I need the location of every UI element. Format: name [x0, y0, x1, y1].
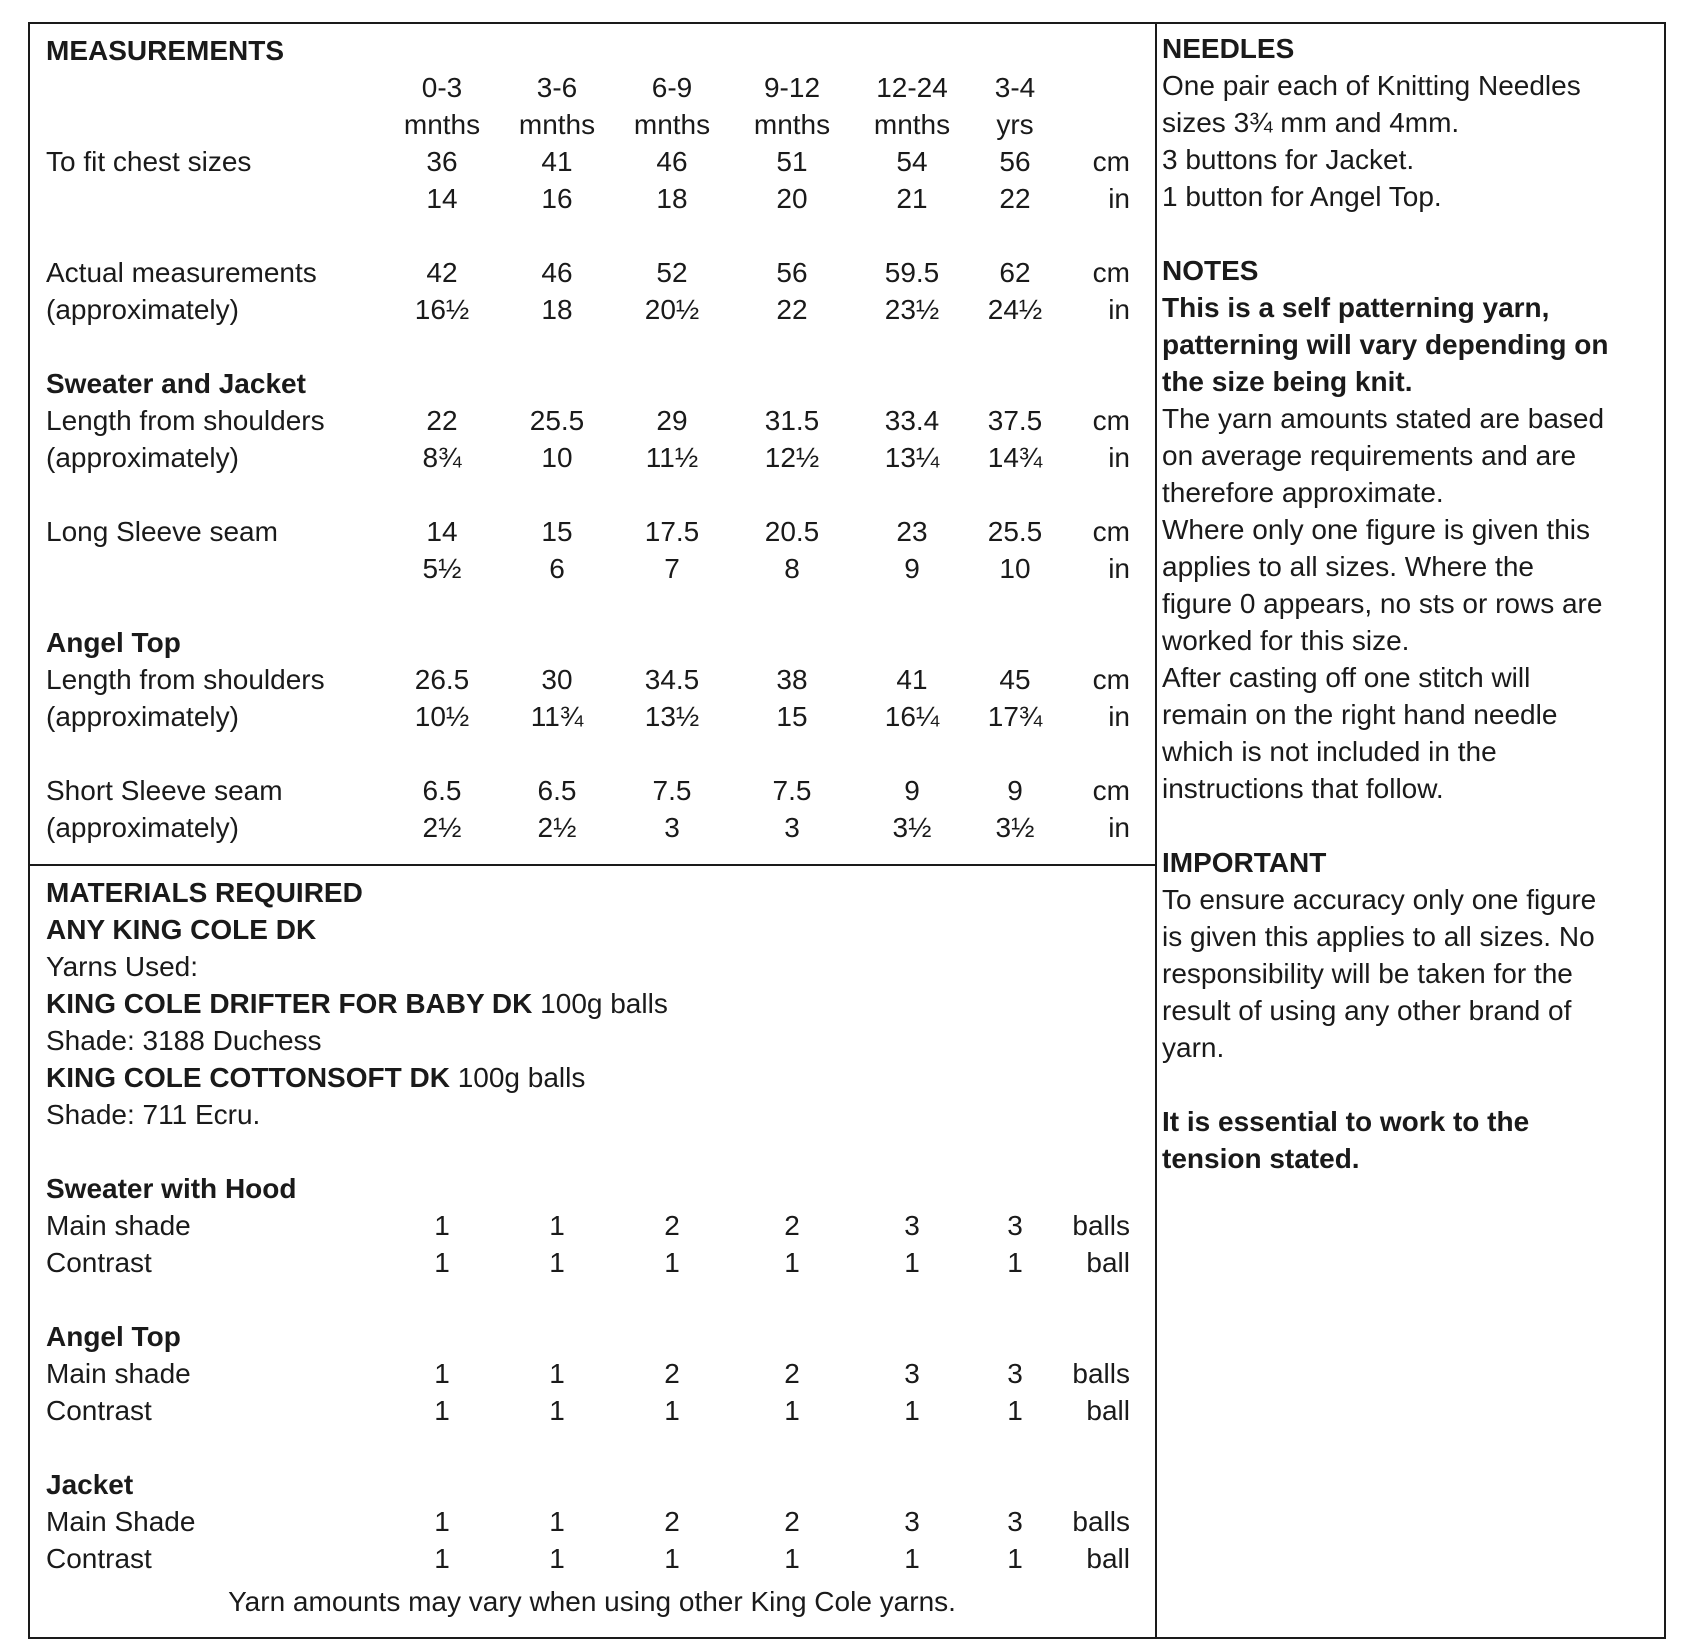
value-cm: 36 [426, 146, 458, 177]
ball-count: 1 [784, 1247, 800, 1278]
notes-line: instructions that follow. [1162, 773, 1444, 804]
size-unit: mnths [403, 109, 481, 140]
yarn1-line [46, 985, 668, 1022]
notes-line: Where only one figure is given this [1162, 514, 1590, 545]
row-label: (approximately) [46, 812, 239, 843]
value-cm: 33.4 [884, 405, 940, 436]
ball-count: 3 [904, 1210, 920, 1241]
yarn1-shade: Shade: 3188 Duchess [46, 1025, 322, 1056]
unit-in: in [1108, 294, 1130, 325]
notes-bold-line: patterning will vary depending on [1162, 329, 1609, 360]
value-cm: 6.5 [537, 775, 577, 806]
value-cm: 29 [656, 405, 688, 436]
notes-bold-line: the size being knit. [1162, 366, 1413, 397]
tension-line: It is essential to work to the [1162, 1106, 1530, 1137]
value-cm: 56 [999, 146, 1031, 177]
right-column [1162, 30, 1662, 1177]
row-label: Length from shoulders [46, 664, 325, 695]
size-unit: mnths [753, 109, 831, 140]
value-in: 22 [999, 183, 1031, 214]
value-in: 24½ [987, 294, 1043, 325]
row-label: (approximately) [46, 442, 239, 473]
value-in: 20½ [644, 294, 700, 325]
size-unit: mnths [873, 109, 951, 140]
value-cm: 56 [776, 257, 808, 288]
row-label: To fit chest sizes [46, 146, 252, 177]
size-range: 0-3 [421, 72, 463, 103]
ball-count: 1 [664, 1247, 680, 1278]
size-range: 12-24 [876, 72, 948, 103]
value-in: 10½ [414, 701, 470, 732]
materials-heading: MATERIALS REQUIRED [46, 877, 363, 908]
value-in: 8¾ [422, 442, 462, 473]
ball-count: 1 [434, 1358, 450, 1389]
notes-line: After casting off one stitch will [1162, 662, 1531, 693]
yarn2-name: KING COLE COTTONSOFT DK [46, 1062, 450, 1093]
column-divider [1155, 22, 1157, 1639]
value-cm: 62 [999, 257, 1031, 288]
notes-line: applies to all sizes. Where the [1162, 551, 1534, 582]
ball-count: 1 [904, 1395, 920, 1426]
row-label: Main shade [46, 1210, 191, 1241]
group-heading: Angel Top [46, 1321, 181, 1352]
yarn2-unit: 100g balls [449, 1062, 586, 1093]
value-cm: 25.5 [987, 516, 1043, 547]
unit-in: in [1108, 183, 1130, 214]
value-in: 16 [541, 183, 573, 214]
ball-count: 1 [1007, 1395, 1023, 1426]
row-label: Length from shoulders [46, 405, 325, 436]
needles-heading: NEEDLES [1162, 33, 1295, 64]
value-cm: 25.5 [529, 405, 585, 436]
ball-count: 1 [1007, 1247, 1023, 1278]
value-in: 22 [776, 294, 808, 325]
section-divider [28, 864, 1156, 866]
value-cm: 30 [541, 664, 573, 695]
notes-bold-line: This is a self patterning yarn, [1162, 292, 1550, 323]
unit-cm: cm [1092, 775, 1130, 806]
ball-count: 2 [784, 1358, 800, 1389]
value-in: 6 [549, 553, 565, 584]
value-cm: 59.5 [884, 257, 940, 288]
value-cm: 31.5 [764, 405, 820, 436]
ball-count: 1 [664, 1543, 680, 1574]
value-cm: 54 [896, 146, 928, 177]
ball-count: 2 [664, 1210, 680, 1241]
value-cm: 14 [426, 516, 458, 547]
row-label: Main shade [46, 1358, 191, 1389]
notes-line: which is not included in the [1162, 736, 1497, 767]
value-cm: 20.5 [764, 516, 820, 547]
ball-unit: balls [1072, 1358, 1130, 1389]
unit-in: in [1108, 553, 1130, 584]
ball-count: 1 [434, 1543, 450, 1574]
value-in: 16¼ [884, 701, 940, 732]
unit-cm: cm [1092, 664, 1130, 695]
unit-cm: cm [1092, 146, 1130, 177]
value-cm: 26.5 [414, 664, 470, 695]
yarns-used-label: Yarns Used: [46, 951, 198, 982]
unit-cm: cm [1092, 257, 1130, 288]
ball-count: 1 [549, 1358, 565, 1389]
ball-count: 1 [784, 1395, 800, 1426]
value-in: 11¾ [530, 701, 584, 732]
value-cm: 45 [999, 664, 1031, 695]
section-subheading: Sweater and Jacket [46, 368, 306, 399]
row-label: Long Sleeve seam [46, 516, 278, 547]
unit-in: in [1108, 812, 1130, 843]
ball-unit: balls [1072, 1506, 1130, 1537]
size-unit: mnths [518, 109, 596, 140]
value-in: 7 [664, 553, 680, 584]
group-heading: Jacket [46, 1469, 134, 1500]
notes-line: therefore approximate. [1162, 477, 1444, 508]
ball-count: 3 [1007, 1210, 1023, 1241]
size-range: 9-12 [763, 72, 821, 103]
row-label: Contrast [46, 1395, 152, 1426]
important-line: is given this applies to all sizes. No [1162, 921, 1595, 952]
value-cm: 37.5 [987, 405, 1043, 436]
value-cm: 52 [656, 257, 688, 288]
value-in: 18 [656, 183, 688, 214]
materials-subheading: ANY KING COLE DK [46, 914, 317, 945]
value-in: 5½ [422, 553, 462, 584]
ball-count: 1 [784, 1543, 800, 1574]
value-in: 23½ [884, 294, 940, 325]
unit-in: in [1108, 701, 1130, 732]
value-in: 10 [541, 442, 573, 473]
ball-count: 1 [434, 1395, 450, 1426]
value-in: 21 [896, 183, 928, 214]
size-range: 3-6 [536, 72, 578, 103]
yarn1-name: KING COLE DRIFTER FOR BABY DK [46, 988, 533, 1019]
ball-unit: balls [1072, 1210, 1130, 1241]
value-cm: 7.5 [772, 775, 812, 806]
value-in: 17¾ [987, 701, 1043, 732]
value-cm: 41 [896, 664, 928, 695]
value-in: 16½ [414, 294, 470, 325]
ball-count: 1 [549, 1506, 565, 1537]
ball-count: 3 [1007, 1506, 1023, 1537]
size-range: 3-4 [994, 72, 1036, 103]
value-cm: 38 [776, 664, 808, 695]
value-cm: 46 [656, 146, 688, 177]
ball-unit: ball [1086, 1543, 1130, 1574]
section-subheading: Angel Top [46, 627, 181, 658]
value-in: 14¾ [987, 442, 1043, 473]
unit-in: in [1108, 442, 1130, 473]
value-in: 3½ [892, 812, 932, 843]
yarn2-line [46, 1059, 585, 1096]
spacer [1162, 215, 1662, 252]
group-heading: Sweater with Hood [46, 1173, 297, 1204]
notes-line: on average requirements and are [1162, 440, 1577, 471]
ball-count: 3 [904, 1506, 920, 1537]
ball-count: 1 [1007, 1543, 1023, 1574]
row-label: (approximately) [46, 294, 239, 325]
ball-count: 1 [434, 1506, 450, 1537]
notes-line: worked for this size. [1162, 625, 1410, 656]
value-in: 13½ [644, 701, 700, 732]
value-cm: 34.5 [644, 664, 700, 695]
ball-count: 3 [904, 1358, 920, 1389]
important-line: result of using any other brand of [1162, 995, 1572, 1026]
value-cm: 41 [541, 146, 573, 177]
important-line: responsibility will be taken for the [1162, 958, 1573, 989]
ball-count: 1 [549, 1543, 565, 1574]
notes-line: The yarn amounts stated are based [1162, 403, 1605, 434]
value-in: 14 [426, 183, 458, 214]
important-line: yarn. [1162, 1032, 1225, 1063]
needles-line: One pair each of Knitting Needles [1162, 70, 1581, 101]
needles-line: sizes 3¾ mm and 4mm. [1162, 107, 1460, 138]
value-cm: 22 [426, 405, 458, 436]
row-label: Contrast [46, 1247, 152, 1278]
ball-count: 1 [434, 1210, 450, 1241]
value-cm: 7.5 [652, 775, 692, 806]
needles-line: 1 button for Angel Top. [1162, 181, 1442, 212]
value-in: 18 [541, 294, 573, 325]
ball-count: 1 [664, 1395, 680, 1426]
value-cm: 51 [776, 146, 808, 177]
ball-count: 2 [664, 1506, 680, 1537]
value-in: 11½ [645, 442, 699, 473]
yarn2-shade: Shade: 711 Ecru. [46, 1099, 261, 1130]
spacer [1162, 1066, 1662, 1103]
row-label: (approximately) [46, 701, 239, 732]
ball-count: 2 [784, 1210, 800, 1241]
value-in: 20 [776, 183, 808, 214]
needles-line: 3 buttons for Jacket. [1162, 144, 1415, 175]
row-label: Contrast [46, 1543, 152, 1574]
spacer [1162, 807, 1662, 844]
ball-count: 3 [1007, 1358, 1023, 1389]
value-in: 13¼ [884, 442, 940, 473]
notes-line: figure 0 appears, no sts or rows are [1162, 588, 1603, 619]
row-label: Short Sleeve seam [46, 775, 283, 806]
value-in: 15 [776, 701, 808, 732]
row-label: Main Shade [46, 1506, 196, 1537]
value-in: 9 [904, 553, 920, 584]
ball-count: 1 [549, 1247, 565, 1278]
important-line: To ensure accuracy only one figure [1162, 884, 1597, 915]
size-range: 6-9 [651, 72, 693, 103]
yarn1-unit: 100g balls [532, 988, 668, 1019]
ball-count: 2 [784, 1506, 800, 1537]
unit-cm: cm [1092, 516, 1130, 547]
important-heading: IMPORTANT [1162, 847, 1327, 878]
value-in: 2½ [422, 812, 462, 843]
size-unit: mnths [633, 109, 711, 140]
ball-count: 2 [664, 1358, 680, 1389]
tension-line: tension stated. [1162, 1143, 1360, 1174]
notes-heading: NOTES [1162, 255, 1259, 286]
ball-count: 1 [549, 1395, 565, 1426]
footer-note: Yarn amounts may vary when using other King Cole yarns. [228, 1586, 956, 1617]
value-cm: 6.5 [422, 775, 462, 806]
value-in: 3 [664, 812, 680, 843]
size-unit: yrs [996, 109, 1034, 140]
ball-count: 1 [434, 1247, 450, 1278]
row-label: Actual measurements [46, 257, 317, 288]
ball-count: 1 [904, 1543, 920, 1574]
value-cm: 15 [541, 516, 573, 547]
ball-count: 1 [549, 1210, 565, 1241]
value-in: 12½ [764, 442, 820, 473]
value-cm: 42 [426, 257, 458, 288]
unit-cm: cm [1092, 405, 1130, 436]
ball-count: 1 [904, 1247, 920, 1278]
value-in: 10 [999, 553, 1031, 584]
ball-unit: ball [1086, 1395, 1130, 1426]
value-cm: 17.5 [644, 516, 700, 547]
value-in: 3 [784, 812, 800, 843]
value-cm: 23 [896, 516, 928, 547]
value-cm: 9 [1007, 775, 1023, 806]
notes-line: remain on the right hand needle [1162, 699, 1558, 730]
value-cm: 46 [541, 257, 573, 288]
value-in: 3½ [995, 812, 1035, 843]
measurements-heading: MEASUREMENTS [46, 35, 285, 66]
ball-unit: ball [1086, 1247, 1130, 1278]
value-in: 8 [784, 553, 800, 584]
value-cm: 9 [904, 775, 920, 806]
value-in: 2½ [537, 812, 577, 843]
